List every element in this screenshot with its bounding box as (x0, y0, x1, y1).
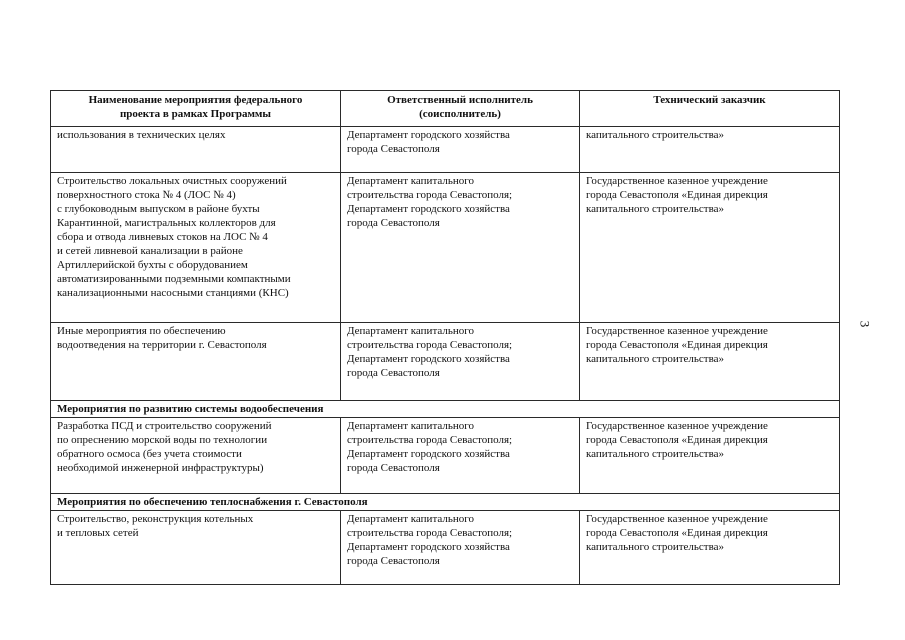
page-number: 3 (857, 320, 873, 328)
table-row (51, 323, 840, 401)
header-event-name: Наименование мероприятия федерального проекта в рамках Программы (51, 91, 341, 127)
program-table (50, 90, 840, 585)
table-row (51, 511, 840, 585)
executor-cell: Департамент капитального строительства города Севастополя; Департамент городского хозяйства города Севастополя (341, 418, 580, 494)
customer-cell: капитального строительства» (580, 127, 840, 173)
executor-cell: Департамент городского хозяйства города Севастополя (341, 127, 580, 173)
table-row (51, 173, 840, 323)
customer-cell: Государственное казенное учреждение города Севастополя «Единая дирекция капитального строительства» (580, 323, 840, 401)
event-name-cell: Разработка ПСД и строительство сооружений по опреснению морской воды по технологии обратного осмоса (без учета стоимости необходимой инженерной инфраструктуры) (51, 418, 341, 494)
event-name-cell: Строительство локальных очистных сооружений поверхностного стока № 4 (ЛОС № 4) с глубоководным выпуском в районе бухты Карантинной, магистральных коллекторов для сбора и отвода ливневых стоков на ЛОС № 4 и сетей ливневой канализации в районе Артиллерийской бухты с оборудованием автоматизированными подземными компактными канализационными насосными станциями (КНС) (51, 173, 341, 323)
header-technical-customer: Технический заказчик (580, 91, 840, 127)
executor-cell: Департамент капитального строительства города Севастополя; Департамент городского хозяйства города Севастополя (341, 323, 580, 401)
table-row (51, 418, 840, 494)
section-row-heat-supply (51, 494, 840, 511)
customer-cell: Государственное казенное учреждение города Севастополя «Единая дирекция капитального строительства» (580, 418, 840, 494)
executor-cell: Департамент капитального строительства города Севастополя; Департамент городского хозяйства города Севастополя (341, 511, 580, 585)
executor-cell: Департамент капитального строительства города Севастополя; Департамент городского хозяйства города Севастополя (341, 173, 580, 323)
section-title: Мероприятия по развитию системы водообеспечения (51, 401, 840, 418)
section-title: Мероприятия по обеспечению теплоснабжения г. Севастополя (51, 494, 840, 511)
header-executor: Ответственный исполнитель (соисполнитель) (341, 91, 580, 127)
section-row-water-supply (51, 401, 840, 418)
customer-cell: Государственное казенное учреждение города Севастополя «Единая дирекция капитального строительства» (580, 511, 840, 585)
table-row (51, 127, 840, 173)
event-name-cell: Иные мероприятия по обеспечению водоотведения на территории г. Севастополя (51, 323, 341, 401)
event-name-cell: использования в технических целях (51, 127, 341, 173)
table-header-row (51, 91, 840, 127)
event-name-cell: Строительство, реконструкция котельных и тепловых сетей (51, 511, 341, 585)
customer-cell: Государственное казенное учреждение города Севастополя «Единая дирекция капитального строительства» (580, 173, 840, 323)
